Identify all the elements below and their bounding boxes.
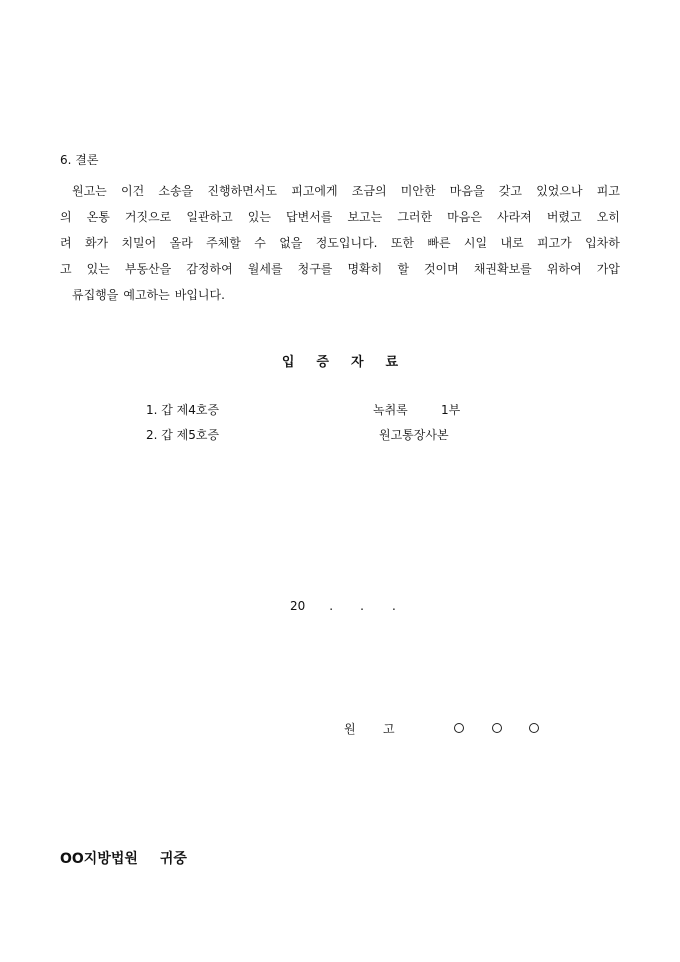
paragraph-word: 명확히 <box>347 262 383 276</box>
paragraph-word: 것이며 <box>423 262 459 276</box>
paragraph-word: 피고에게 <box>291 184 338 198</box>
paragraph-word: 월세를 <box>247 262 283 276</box>
court-addressee <box>60 848 187 868</box>
date-separator: . <box>360 599 364 613</box>
paragraph-word: 또한 <box>390 236 415 250</box>
paragraph-word: 류집행을 <box>72 288 119 302</box>
paragraph-word: 일관하고 <box>186 210 233 224</box>
paragraph-word: 마음을 <box>449 184 485 198</box>
paragraph-word: 갖고 <box>498 184 522 198</box>
paragraph-word: 바입니다. <box>174 288 225 302</box>
paragraph-word: 그러한 <box>397 210 433 224</box>
paragraph-line <box>60 178 620 204</box>
paragraph-word: 있는 <box>247 210 271 224</box>
paragraph-word: 정도입니다. <box>315 236 378 250</box>
paragraph-word: 온통 <box>86 210 110 224</box>
paragraph-word: 감정하여 <box>186 262 233 276</box>
paragraph-word: 마음은 <box>447 210 482 224</box>
paragraph-word: 할 <box>397 262 409 276</box>
name-placeholder-circle-icon <box>454 723 464 733</box>
paragraph-word: 가압 <box>596 262 620 276</box>
paragraph-word: 진행하면서도 <box>207 184 277 198</box>
paragraph-word: 보고는 <box>347 210 383 224</box>
paragraph-word: 빠른 <box>427 236 451 250</box>
paragraph-word: 사라져 <box>497 210 532 224</box>
conclusion-paragraph <box>60 178 620 308</box>
paragraph-word: 소송을 <box>158 184 194 198</box>
evidence-description: 원고통장사본 <box>379 428 449 442</box>
paragraph-word: 없을 <box>279 236 303 250</box>
paragraph-word: 예고하는 <box>123 288 170 302</box>
paragraph-word: 위하여 <box>546 262 582 276</box>
paragraph-line <box>60 230 620 256</box>
paragraph-word: 있는 <box>86 262 110 276</box>
paragraph-word: 내로 <box>500 236 524 250</box>
date-separator: . <box>391 599 396 613</box>
paragraph-word: 피고 <box>596 184 620 198</box>
date-separator: . <box>329 599 334 613</box>
paragraph-word: 입차하 <box>585 236 620 250</box>
paragraph-line <box>60 282 620 308</box>
paragraph-word: 채권확보를 <box>473 262 532 276</box>
paragraph-line <box>60 256 620 282</box>
court-name: OO지방법원 <box>60 851 138 867</box>
paragraph-word: 려 <box>60 236 72 250</box>
signer-label: 고 <box>383 722 395 736</box>
name-placeholder-circle-icon <box>529 723 539 733</box>
court-suffix: 귀중 <box>159 851 187 867</box>
paragraph-word: 원고는 <box>72 184 107 198</box>
paragraph-word: 있었으나 <box>536 184 583 198</box>
paragraph-word: 답변서를 <box>286 210 333 224</box>
evidence-count: 1부 <box>441 403 461 417</box>
paragraph-line <box>60 204 620 230</box>
date-year: 20 <box>290 599 306 613</box>
paragraph-word: 올라 <box>169 236 193 250</box>
paragraph-word: 주체할 <box>206 236 241 250</box>
date-line <box>290 599 396 613</box>
evidence-label: 2. 갑 제5호증 <box>146 428 220 442</box>
paragraph-word: 미안한 <box>400 184 436 198</box>
paragraph-word: 의 <box>60 210 72 224</box>
paragraph-word: 고 <box>60 262 72 276</box>
signer-label: 원 <box>344 722 356 736</box>
evidence-title: 입증자료 <box>281 355 421 370</box>
paragraph-word: 화가 <box>84 236 109 250</box>
paragraph-word: 피고가 <box>536 236 572 250</box>
paragraph-word: 치밀어 <box>121 236 157 250</box>
paragraph-word: 부동산을 <box>124 262 172 276</box>
section-heading: 6. 결론 <box>60 153 99 167</box>
paragraph-word: 버렸고 <box>546 210 582 224</box>
evidence-description: 녹취록 <box>373 403 408 417</box>
paragraph-word: 청구를 <box>297 262 333 276</box>
paragraph-word: 오히 <box>596 210 620 224</box>
paragraph-word: 시일 <box>463 236 488 250</box>
paragraph-word: 수 <box>254 236 266 250</box>
evidence-label: 1. 갑 제4호증 <box>146 403 220 417</box>
paragraph-word: 이건 <box>121 184 145 198</box>
paragraph-word: 조금의 <box>351 184 387 198</box>
paragraph-word: 거짓으로 <box>124 210 172 224</box>
name-placeholder-circle-icon <box>492 723 502 733</box>
